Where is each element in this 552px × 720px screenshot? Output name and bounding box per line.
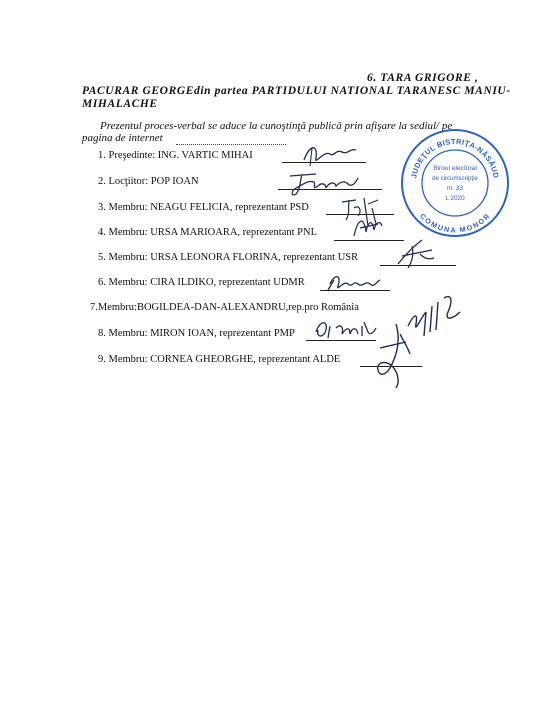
member-row-7: 7.Membru:BOGILDEA-DAN-ALEXANDRU,rep.pro România: [90, 302, 359, 313]
header-line-3: MIHALACHE: [82, 98, 158, 110]
member-row-5: 5. Membru: URSA LEONORA FLORINA, reprezentant USR: [98, 252, 359, 263]
stamp-line-3: nr. 33: [447, 185, 463, 192]
member-row-1: 1. Preşedinte: ING. VARTIC MIHAI: [98, 150, 253, 161]
internet-blank-line: [176, 144, 286, 145]
intro-line-2: pagina de internet: [82, 132, 163, 144]
signature-6: [326, 270, 382, 294]
stamp-line-2: de circumscripţie: [432, 175, 478, 182]
header-line-2: PACURAR GEORGEdin partea PARTIDULUI NATIONAL TARANESC MANIU-: [82, 85, 511, 97]
member-row-6: 6. Membru: CIRA ILDIKO, reprezentant UDMR: [98, 277, 305, 288]
signature-5: [392, 236, 438, 270]
member-row-2: 2. Locţiitor: POP IOAN: [98, 176, 199, 187]
member-row-3: 3. Membru: NEAGU FELICIA, reprezentant PSD: [98, 202, 309, 213]
intro-line-1: Prezentul proces-verbal se aduce la cunoştinţă publică prin afişare la sediul/ pe: [100, 120, 453, 132]
signature-4: [350, 212, 386, 242]
signature-9: [370, 318, 414, 392]
stamp-line-4: L 2020: [445, 195, 465, 202]
stamp-top-arc-text: JUDEŢUL BISTRIŢA-NĂSĂUD: [409, 136, 501, 180]
header-line-1: 6. TARA GRIGORE ,: [367, 72, 479, 84]
stamp-line-1: Biroul electoral: [433, 165, 477, 172]
member-row-4: 4. Membru: URSA MARIOARA, reprezentant PNL: [98, 227, 318, 238]
member-row-8: 8. Membru: MIRON IOAN, reprezentant PMP: [98, 328, 295, 339]
signature-8: [312, 316, 378, 342]
member-row-9: 9. Membru: CORNEA GHEORGHE, reprezentant ALDE: [98, 354, 341, 365]
stamp-bottom-arc-text: COMUNA MONOR: [418, 211, 492, 235]
official-stamp: [400, 128, 510, 238]
